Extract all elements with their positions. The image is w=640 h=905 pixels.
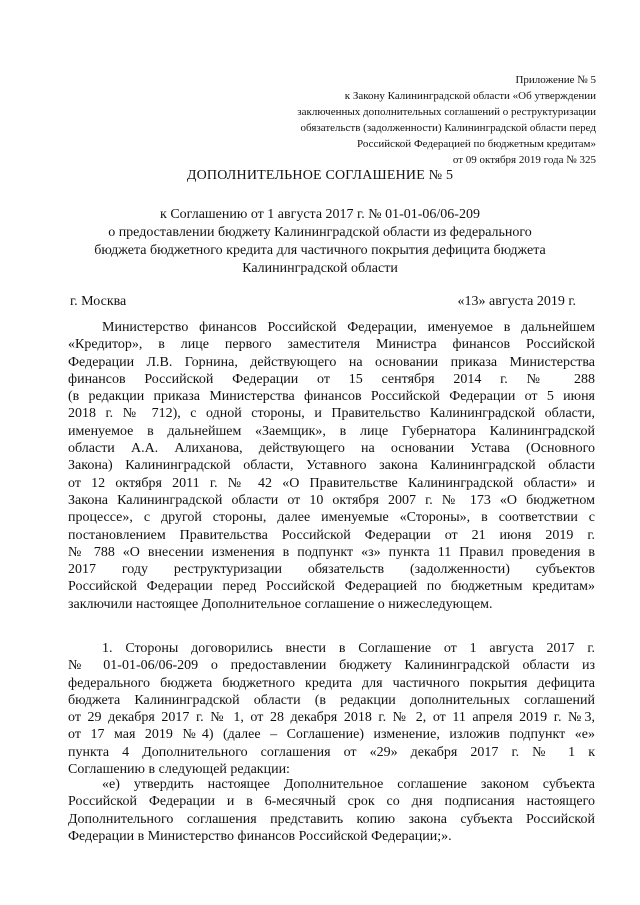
subtitle-line: Калининградской области	[242, 261, 398, 276]
text-line: Федерации в Министерство финансов Российской Федерации;».	[68, 828, 452, 844]
text-line: № 01-01-06/06-209 о предоставлении бюджету Калининградской области из	[68, 658, 595, 674]
appendix-line: Российской Федерацией по бюджетным кредитам»	[356, 138, 596, 150]
appendix-line: заключенных дополнительных соглашений о реструктуризации	[297, 106, 596, 118]
text-line: «е) утвердить настоящее Дополнительное соглашение законом субъекта	[102, 777, 595, 792]
document-subtitle	[60, 206, 580, 278]
place-date-row	[70, 294, 576, 310]
appendix-header	[176, 72, 596, 168]
text-line: заключили настоящее Дополнительное соглашение о нижеследующем.	[68, 596, 493, 612]
paragraph-preamble	[68, 319, 595, 613]
text-line: пункта 4 Дополнительного соглашения от «29» декабря 2017 г. № 1 к	[68, 744, 595, 760]
paragraph-clause-1-e	[68, 776, 595, 845]
appendix-line: Приложение № 5	[515, 74, 596, 86]
text-line: постановлением Правительства Российской Федерации от 21 июня 2019 г.	[68, 527, 595, 543]
text-line: Дополнительного соглашения представить копию закона субъекта Российской	[68, 811, 595, 827]
appendix-line: от 09 октября 2019 года № 325	[452, 154, 596, 166]
text-line: именуемое в дальнейшем «Заемщик», в лице Губернатора Калининградской	[68, 423, 595, 439]
text-line: финансов Российской Федерации от 15 сентября 2014 г. № 288	[68, 371, 595, 387]
subtitle-line: о предоставлении бюджету Калининградской области из федерального	[108, 225, 532, 240]
text-line: «Кредитор», в лице первого заместителя Министра финансов Российской	[68, 337, 595, 353]
text-line: бюджета Калининградской области (в редакции дополнительных соглашений	[68, 692, 595, 708]
text-line: федерального бюджета бюджетного кредита для частичного покрытия дефицита	[68, 675, 595, 691]
text-line: Министерство финансов Российской Федерации, именуемое в дальнейшем	[102, 320, 595, 335]
text-line: 2018 г. № 712), с одной стороны, и Правительство Калининградской области,	[68, 406, 595, 422]
text-line: Российской Федерации и в 6-месячный срок со дня подписания настоящего	[68, 794, 595, 810]
document-title: ДОПОЛНИТЕЛЬНОЕ СОГЛАШЕНИЕ № 5	[186, 168, 454, 183]
text-line: Закона Калининградской области от 10 октября 2007 г. № 173 «О бюджетном	[68, 492, 595, 508]
subtitle-line: к Соглашению от 1 августа 2017 г. № 01-01-06/06-209	[160, 207, 480, 222]
text-line: процессе», с другой стороны, далее именуемые «Стороны», в соответствии с	[68, 510, 595, 526]
text-line: № 788 «О внесении изменения в подпункт «з» пункта 11 Правил проведения в	[68, 544, 595, 560]
subtitle-line: бюджета бюджетного кредита для частичного покрытия дефицита бюджета	[94, 243, 546, 258]
text-line: от 12 октября 2011 г. № 42 «О Правительстве Калининградской области» и	[68, 475, 595, 491]
date: «13» августа 2019 г.	[457, 294, 576, 309]
appendix-line: обязательств (задолженности) Калининградской области перед	[300, 122, 596, 134]
text-line: Федерации Л.В. Горнина, действующего на основании приказа Министерства	[68, 354, 595, 370]
text-line: (в редакции приказа Министерства финансов Российской Федерации от 5 июня	[68, 389, 595, 405]
text-line: 1. Стороны договорились внести в Соглашение от 1 августа 2017 г.	[102, 641, 595, 656]
text-line: от 29 декабря 2017 г. № 1, от 28 декабря 2018 г. № 2, от 11 апреля 2019 г. №3,	[68, 710, 595, 726]
text-line: Российской Федерации перед Российской Федерацией по бюджетным кредитам»	[68, 579, 595, 595]
text-line: области А.А. Алиханова, действующего на основании Устава (Основного	[68, 441, 595, 457]
text-line: Соглашению в следующей редакции:	[68, 762, 290, 778]
paragraph-clause-1	[68, 640, 595, 778]
place: г. Москва	[70, 294, 127, 309]
text-line: 2017 году реструктуризации обязательств (задолженности) субъектов	[68, 562, 595, 578]
text-line: Закона) Калининградской области, Уставного закона Калининградской области	[68, 458, 595, 474]
appendix-line: к Закону Калининградской области «Об утверждении	[344, 90, 596, 102]
text-line: от 17 мая 2019 №4) (далее – Соглашение) изменение, изложив подпункт «е»	[68, 727, 595, 743]
